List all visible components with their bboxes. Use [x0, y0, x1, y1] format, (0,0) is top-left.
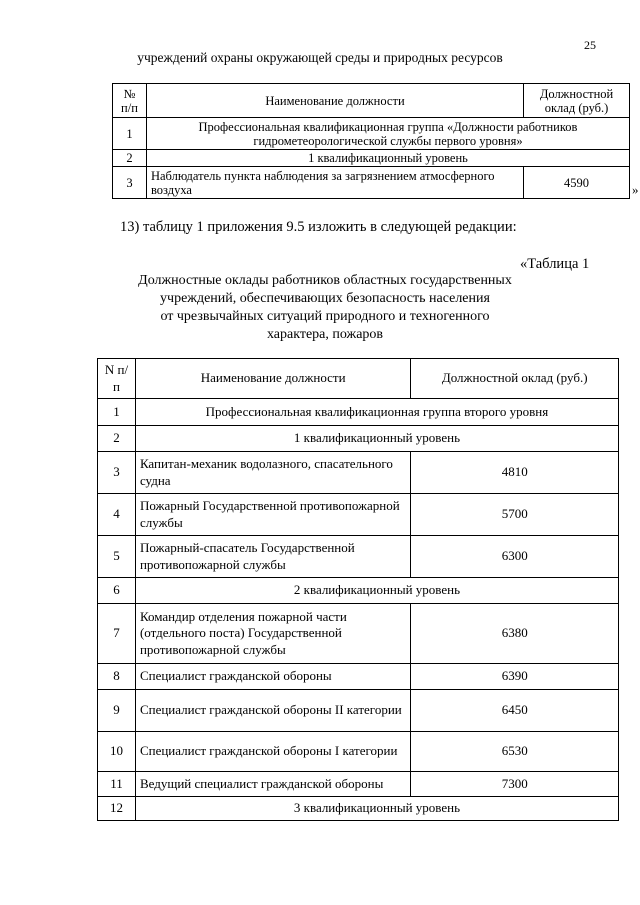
table-row [113, 118, 630, 150]
salary-value: 7300 [411, 772, 619, 797]
table-row [98, 772, 619, 797]
header-name: Наименование должности [135, 359, 410, 399]
salary-value: 4810 [411, 452, 619, 494]
table-header-row [98, 359, 619, 399]
page-number: 25 [584, 38, 596, 52]
salary-value: 6300 [411, 536, 619, 578]
position-name: Командир отделения пожарной части (отдельного поста) Государственной противопожарной службы [135, 604, 410, 664]
group-cell: Профессиональная квалификационная группа второго уровня [135, 399, 618, 426]
position-name: Капитан-механик водолазного, спасательного судна [135, 452, 410, 494]
position-name: Пожарный-спасатель Государственной противопожарной службы [135, 536, 410, 578]
header-num: № п/п [113, 84, 147, 118]
header-num: N п/п [98, 359, 136, 399]
main-salary-table [97, 358, 619, 821]
header-salary: Должностной оклад (руб.) [411, 359, 619, 399]
table-row [98, 494, 619, 536]
row-num: 1 [113, 118, 147, 150]
salary-value: 4590 [524, 167, 630, 199]
salary-value: 6530 [411, 732, 619, 772]
position-name: Специалист гражданской обороны I категории [135, 732, 410, 772]
table-title-line: Должностные оклады работников областных государственных [138, 273, 512, 288]
level-cell: 3 квалификационный уровень [135, 797, 618, 821]
closing-quote: » [632, 182, 639, 197]
row-num: 9 [98, 690, 136, 732]
table-row [98, 732, 619, 772]
row-num: 10 [98, 732, 136, 772]
table-title-line: учреждений, обеспечивающих безопасность населения [160, 291, 490, 306]
group-cell: Профессиональная квалификационная группа «Должности работников гидрометеорологической службы первого уровня» [146, 118, 629, 150]
table-row [98, 452, 619, 494]
table-row [113, 150, 630, 167]
row-num: 2 [113, 150, 147, 167]
row-num: 5 [98, 536, 136, 578]
position-name: Специалист гражданской обороны [135, 664, 410, 690]
row-num: 3 [98, 452, 136, 494]
row-num: 12 [98, 797, 136, 821]
table-row [98, 797, 619, 821]
level-cell: 2 квалификационный уровень [135, 578, 618, 604]
salary-value: 6450 [411, 690, 619, 732]
header-salary: Должностной оклад (руб.) [524, 84, 630, 118]
position-name: Наблюдатель пункта наблюдения за загрязнением атмосферного воздуха [146, 167, 523, 199]
amendment-paragraph: 13) таблицу 1 приложения 9.5 изложить в следующей редакции: [120, 219, 517, 235]
table-title-line: от чрезвычайных ситуаций природного и техногенного [160, 309, 490, 324]
table-row [98, 536, 619, 578]
row-num: 6 [98, 578, 136, 604]
table-row [113, 167, 630, 199]
prev-salary-table [112, 83, 630, 199]
level-cell: 1 квалификационный уровень [135, 426, 618, 452]
table-header-row [113, 84, 630, 118]
row-num: 11 [98, 772, 136, 797]
row-num: 3 [113, 167, 147, 199]
salary-value: 6380 [411, 604, 619, 664]
prev-table-caption: учреждений охраны окружающей среды и природных ресурсов [137, 50, 503, 65]
table-title-line: характера, пожаров [266, 327, 384, 342]
salary-value: 6390 [411, 664, 619, 690]
position-name: Ведущий специалист гражданской обороны [135, 772, 410, 797]
row-num: 8 [98, 664, 136, 690]
row-num: 1 [98, 399, 136, 426]
table-row [98, 426, 619, 452]
table-row [98, 604, 619, 664]
table-reference: «Таблица 1 [520, 256, 590, 272]
row-num: 4 [98, 494, 136, 536]
header-name: Наименование должности [146, 84, 523, 118]
table-title [110, 272, 540, 344]
position-name: Специалист гражданской обороны II категории [135, 690, 410, 732]
position-name: Пожарный Государственной противопожарной службы [135, 494, 410, 536]
salary-value: 5700 [411, 494, 619, 536]
row-num: 2 [98, 426, 136, 452]
table-row [98, 690, 619, 732]
row-num: 7 [98, 604, 136, 664]
table-row [98, 399, 619, 426]
table-row [98, 578, 619, 604]
table-row [98, 664, 619, 690]
level-cell: 1 квалификационный уровень [146, 150, 629, 167]
